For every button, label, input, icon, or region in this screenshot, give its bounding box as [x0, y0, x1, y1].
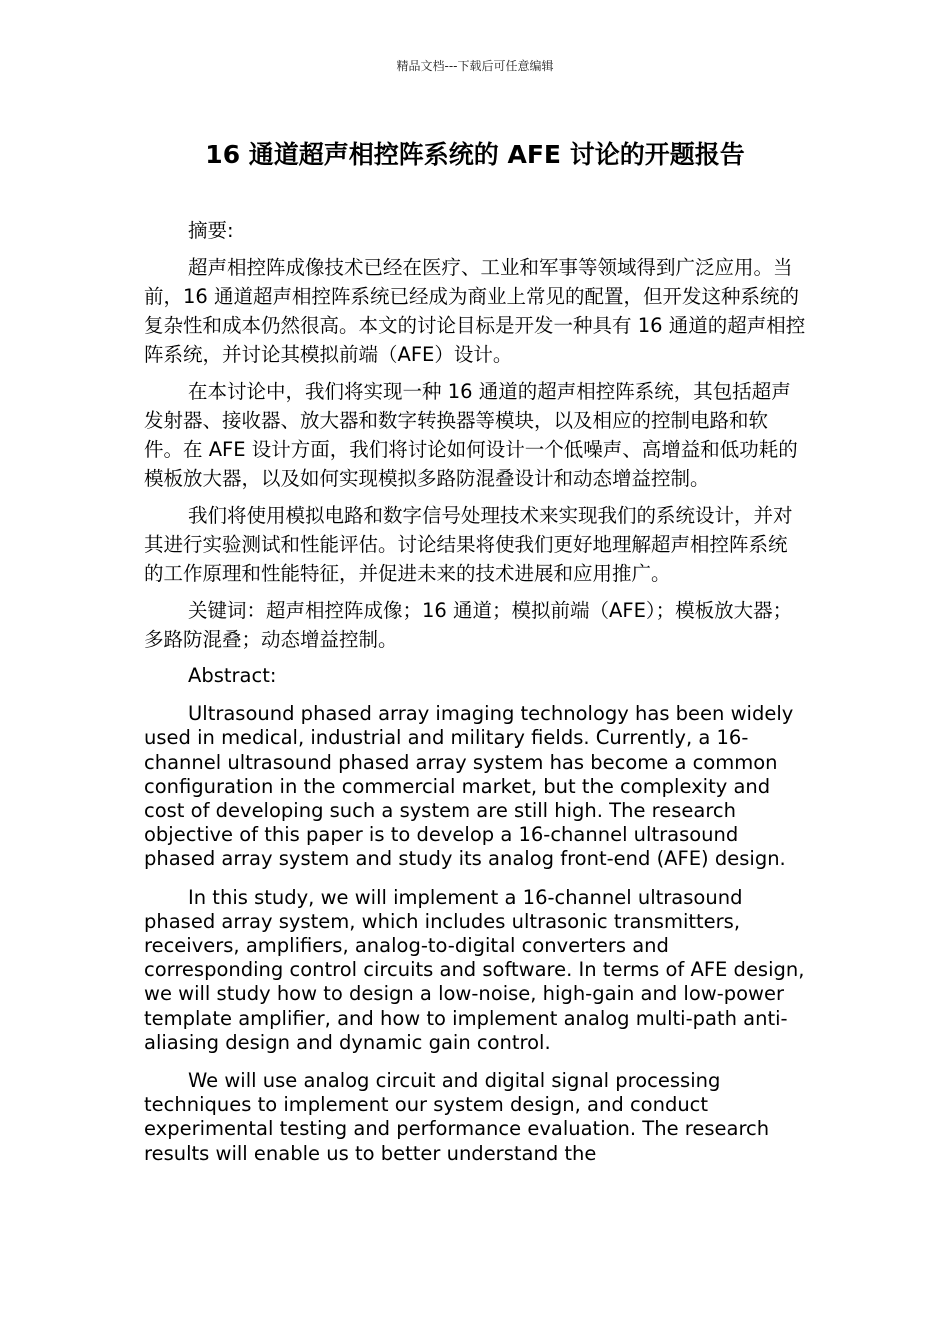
abstract-cn-label: 摘要:	[188, 219, 234, 242]
abstract-en-label: Abstract:	[188, 664, 277, 687]
abstract-cn-paragraph-3: 我们将使用模拟电路和数字信号处理技术来实现我们的系统设计，并对其进行实验测试和性能评估。讨论结果将使我们更好地理解超声相控阵系统的工作原理和性能特征，并促进未来的技术进展和应用推广。	[144, 504, 793, 585]
document-title: 16 通道超声相控阵系统的 AFE 讨论的开题报告	[205, 140, 745, 169]
abstract-en-paragraph-2: In this study, we will implement a 16-channel ultrasound phased array system, which includes ultrasonic transmitters, receivers, amplifiers, analog-to-digital converters and corresponding control circuits and software. In terms of AFE design, we will study how to design a low-noise, high-gain and low-power template amplifier, and how to implement analog multi-path anti-aliasing design and dynamic gain control.	[144, 885, 805, 1054]
abstract-en-paragraph-3: We will use analog circuit and digital signal processing techniques to implement our system design, and conduct experimental testing and performance evaluation. The research results will enable us to better understand the	[144, 1069, 770, 1165]
document-body	[144, 216, 806, 1180]
abstract-cn-paragraph-1: 超声相控阵成像技术已经在医疗、工业和军事等领域得到广泛应用。当前，16 通道超声相控阵系统已经成为商业上常见的配置，但开发这种系统的复杂性和成本仍然很高。本文的讨论目标是开发一种具有 16 通道的超声相控阵系统，并讨论其模拟前端（AFE）设计。	[144, 256, 806, 366]
keywords-cn: 关键词：超声相控阵成像；16 通道；模拟前端（AFE）；模板放大器；多路防混叠；动态增益控制。	[144, 599, 793, 651]
abstract-en-paragraph-1: Ultrasound phased array imaging technology has been widely used in medical, industrial and military fields. Currently, a 16-channel ultrasound phased array system has become a common configuration in the commercial market, but the complexity and cost of developing such a system are still high. The research objective of this paper is to develop a 16-channel ultrasound phased array system and study its analog front-end (AFE) design.	[144, 702, 794, 871]
abstract-cn-paragraph-2: 在本讨论中，我们将实现一种 16 通道的超声相控阵系统，其包括超声发射器、接收器、放大器和数字转换器等模块，以及相应的控制电路和软件。在 AFE 设计方面，我们将讨论如何设计一个低噪声、高增益和低功耗的模板放大器，以及如何实现模拟多路防混叠设计和动态增益控制。	[144, 380, 798, 490]
header-note: 精品文档---下载后可任意编辑	[396, 59, 554, 73]
